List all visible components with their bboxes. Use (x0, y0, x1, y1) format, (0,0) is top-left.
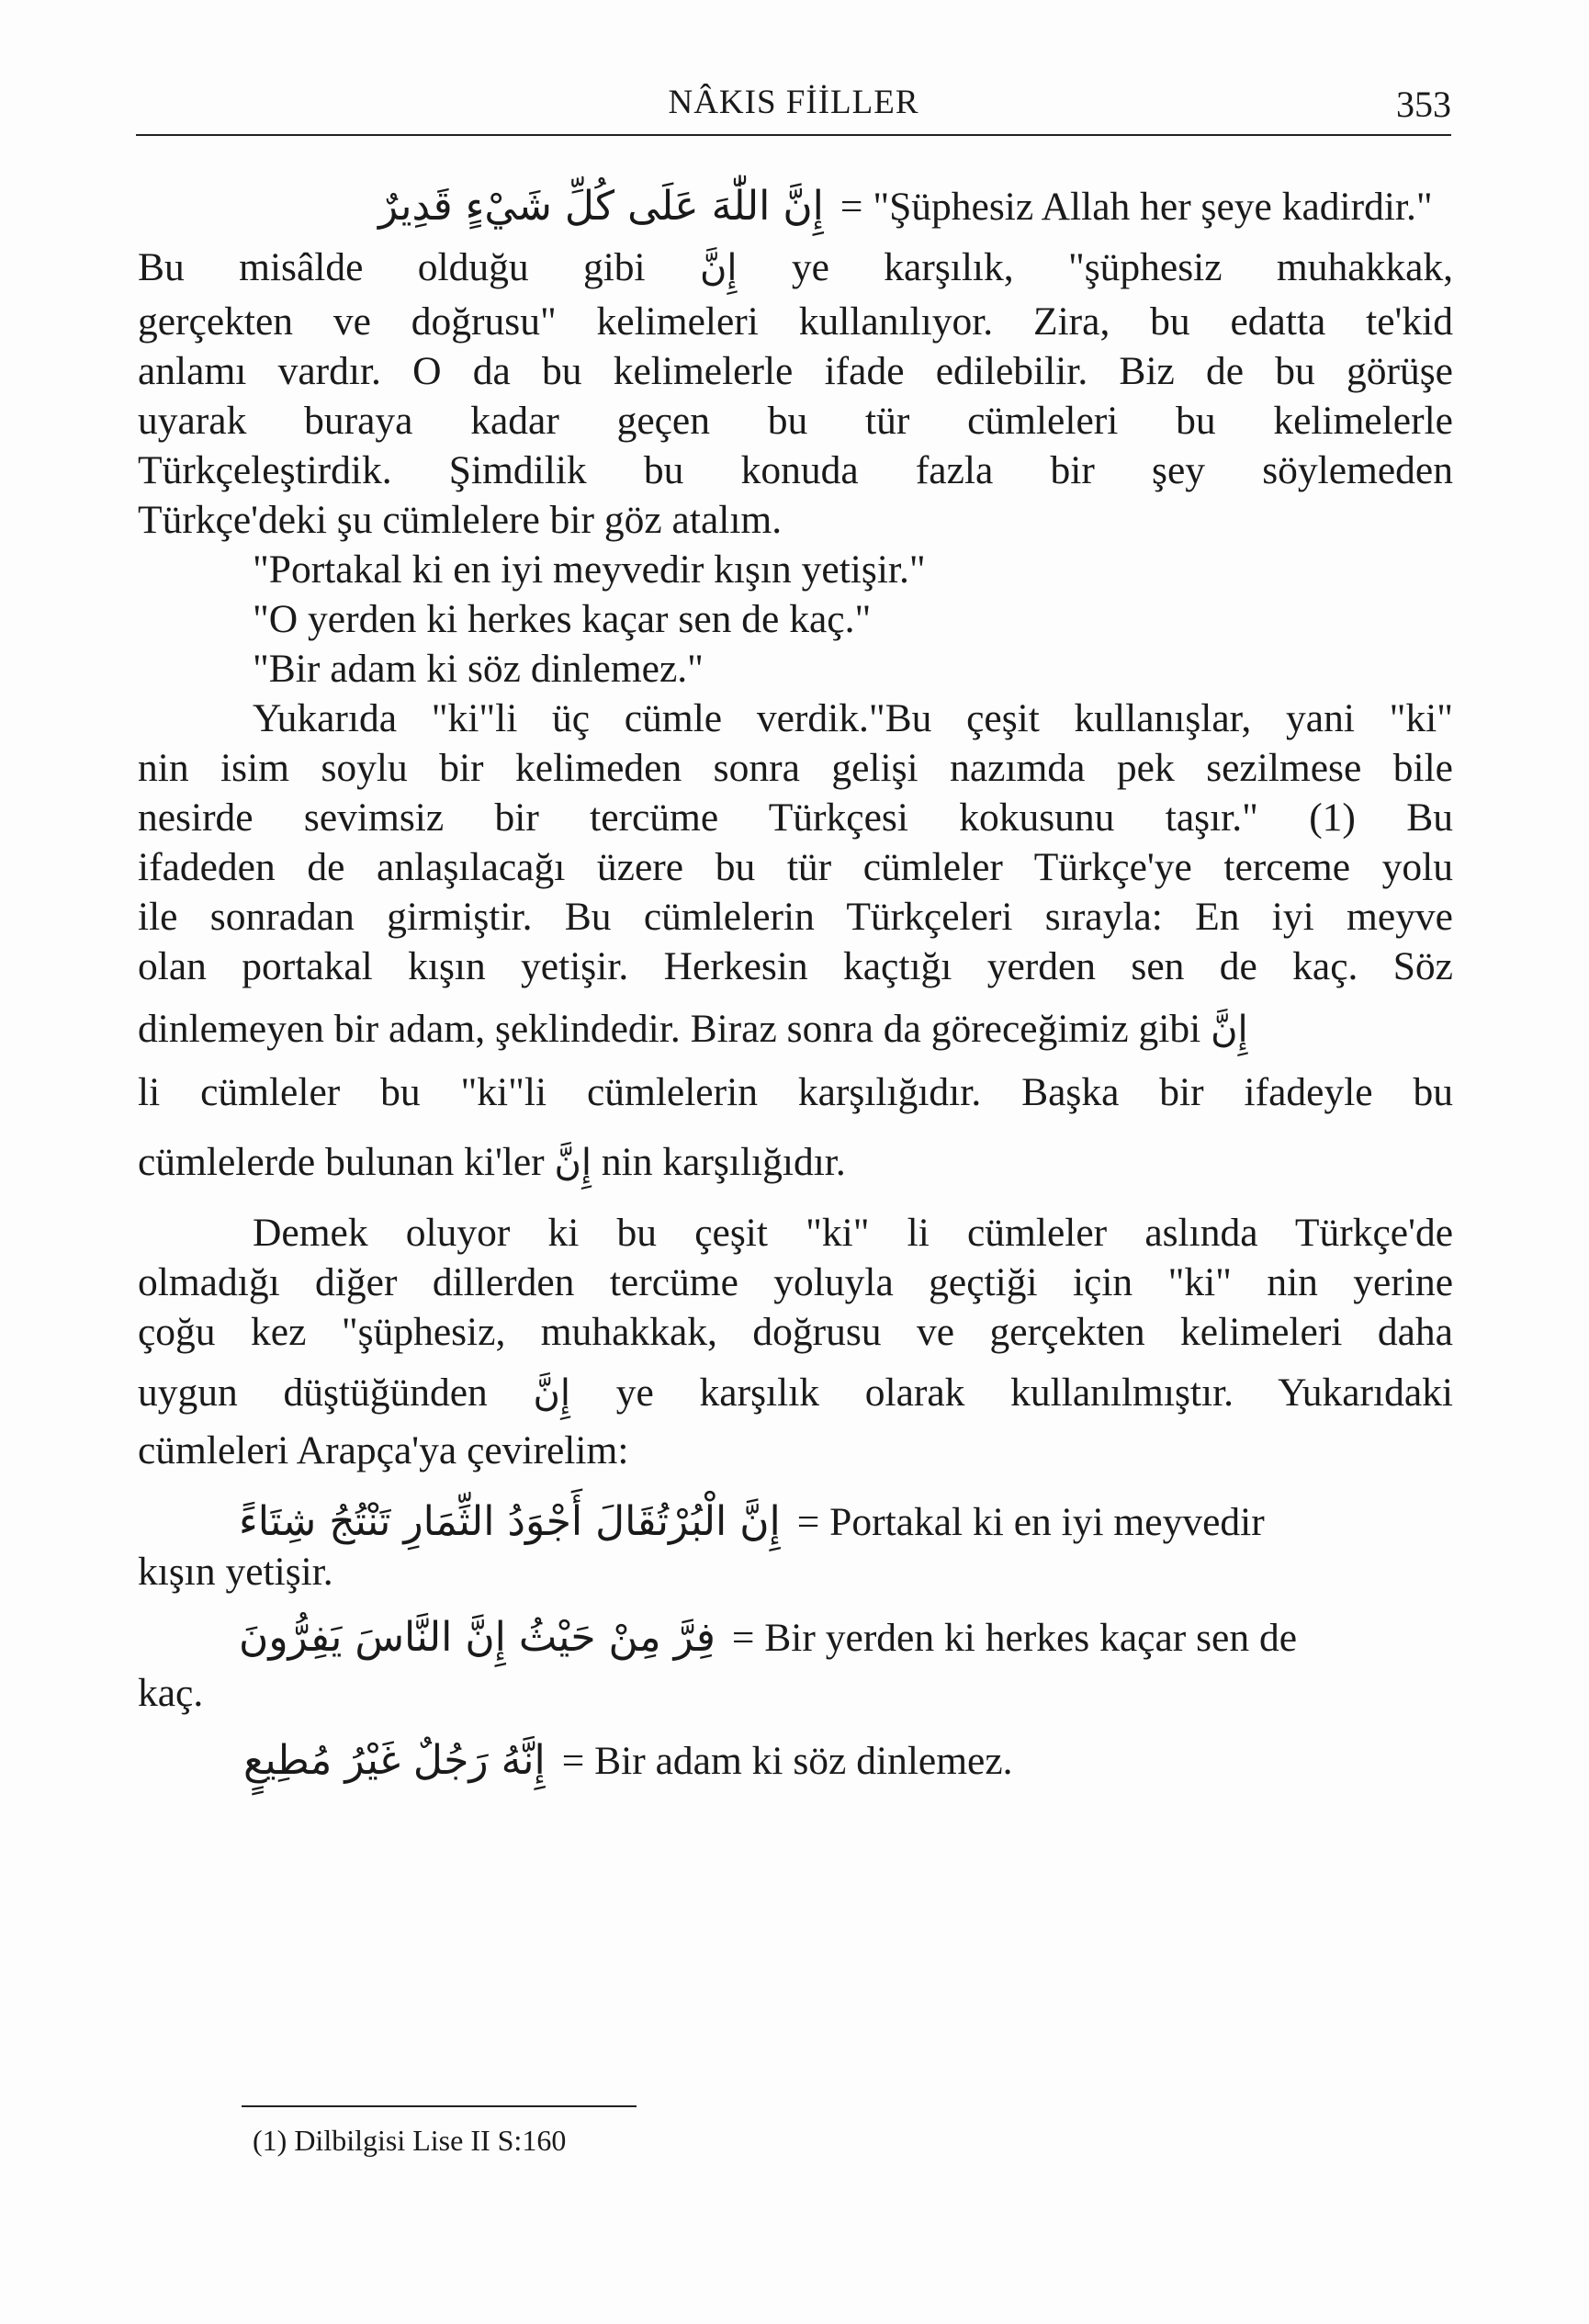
quoted-sentence: "Bir adam ki söz dinlemez." (253, 647, 704, 691)
translation-continuation: kışın yetişir. (138, 1550, 333, 1594)
arabic-word: إِنَّ (1211, 1009, 1248, 1051)
paragraph-line: gerçekten ve doğrusu" kelimeleri kullanılıyor. Zira, bu edatta te'kid (138, 299, 1453, 344)
paragraph-line: nesirde sevimsiz bir tercüme Türkçesi kokusunu taşır." (1) Bu (138, 795, 1453, 840)
text-segment: Bu misâlde olduğu gibi (138, 245, 646, 289)
example-line-4 (138, 1736, 1453, 1786)
arabic-word: إِنَّ (533, 1372, 571, 1415)
text-segment: ye karşılık, "şüphesiz muhakkak, (791, 245, 1453, 289)
arabic-word: إِنَّ (700, 247, 738, 289)
paragraph-line: cümleleri Arapça'ya çevirelim: (138, 1428, 629, 1472)
arabic-sentence: إِنَّهُ رَجُلٌ غَيْرُ مُطِيعٍ (243, 1737, 546, 1784)
text-segment: ye karşılık olarak kullanılmıştır. Yukarıdaki (615, 1371, 1454, 1415)
paragraph-line (138, 243, 1453, 293)
running-header (136, 79, 1451, 134)
quoted-sentence: "Portakal ki en iyi meyvedir kışın yetişir." (253, 547, 926, 592)
quoted-sentence: "O yerden ki herkes kaçar sen de kaç." (253, 597, 872, 641)
body-text (138, 182, 1453, 1786)
paragraph-line: uyarak buraya kadar geçen bu tür cümleleri bu kelimelerle (138, 399, 1453, 443)
text-segment: nin karşılığıdır. (601, 1140, 846, 1184)
arabic-word: إِنَّ (554, 1142, 592, 1184)
example-line-2 (138, 1497, 1453, 1547)
text-segment: uygun düştüğünden (138, 1371, 488, 1415)
arabic-verse: إِنَّ اللّٰهَ عَلَى كُلِّ شَيْءٍ قَدِيرٌ (378, 183, 824, 230)
header-rule (136, 134, 1451, 136)
paragraph-line: li cümleler bu "ki"li cümlelerin karşılığıdır. Başka bir ifadeyle bu (138, 1070, 1453, 1114)
paragraph-line: olmadığı diğer dillerden tercüme yoluyla geçtiği için "ki" nin yerine (138, 1260, 1453, 1304)
paragraph-line: olan portakal kışın yetişir. Herkesin kaçtığı yerden sen de kaç. Söz (138, 944, 1453, 988)
translation: = Bir yerden ki herkes kaçar sen de (731, 1616, 1298, 1660)
translation-continuation: kaç. (138, 1671, 204, 1715)
paragraph-line (138, 1368, 1453, 1418)
translation: = Bir adam ki söz dinlemez. (561, 1739, 1013, 1783)
paragraph-line: ifadeden de anlaşılacağı üzere bu tür cümleler Türkçe'ye terceme yolu (138, 845, 1453, 889)
paragraph-line: Türkçeleştirdik. Şimdilik bu konuda fazla bir şey söylemeden (138, 448, 1453, 492)
paragraph-line: anlamı vardır. O da bu kelimelerle ifade edilebilir. Biz de bu görüşe (138, 349, 1453, 393)
paragraph-line: ile sonradan girmiştir. Bu cümlelerin Türkçeleri sırayla: En iyi meyve (138, 895, 1453, 939)
paragraph-line (138, 1004, 1453, 1055)
paragraph-line: Türkçe'deki şu cümlelere bir göz atalım. (138, 498, 783, 542)
footnote: (1) Dilbilgisi Lise II S:160 (253, 2124, 567, 2157)
paragraph-line (138, 1137, 1453, 1188)
translation: = Portakal ki en iyi meyvedir (796, 1500, 1265, 1544)
paragraph-line: Demek oluyor ki bu çeşit "ki" li cümleler aslında Türkçe'de (253, 1211, 1453, 1255)
arabic-sentence: إِنَّ الْبُرْتُقَالَ أَجْوَدُ الثِّمَارِ تَنْتُجُ شِتَاءً (239, 1498, 781, 1545)
chapter-title: NÂKIS FİİLLER (668, 84, 919, 121)
text-segment: cümlelerde bulunan ki'ler (138, 1140, 545, 1184)
translation: = "Şüphesiz Allah her şeye kadirdir." (840, 185, 1433, 229)
text-segment: dinlemeyen bir adam, şeklindedir. Biraz sonra da göreceğimiz gibi (138, 1007, 1201, 1051)
footnote-rule (242, 2105, 637, 2107)
arabic-sentence: فِرَّ مِنْ حَيْثُ إِنَّ النَّاسَ يَفِرُّونَ (239, 1614, 716, 1661)
example-line-1 (138, 182, 1453, 231)
example-line-3 (138, 1613, 1453, 1663)
paragraph-line: çoğu kez "şüphesiz, muhakkak, doğrusu ve gerçekten kelimeleri daha (138, 1310, 1453, 1354)
paragraph-line: Yukarıda "ki"li üç cümle verdik."Bu çeşit kullanışlar, yani "ki" (253, 696, 1453, 740)
page-number: 353 (1396, 84, 1451, 125)
paragraph-line: nin isim soylu bir kelimeden sonra gelişi nazımda pek sezilmese bile (138, 746, 1453, 790)
